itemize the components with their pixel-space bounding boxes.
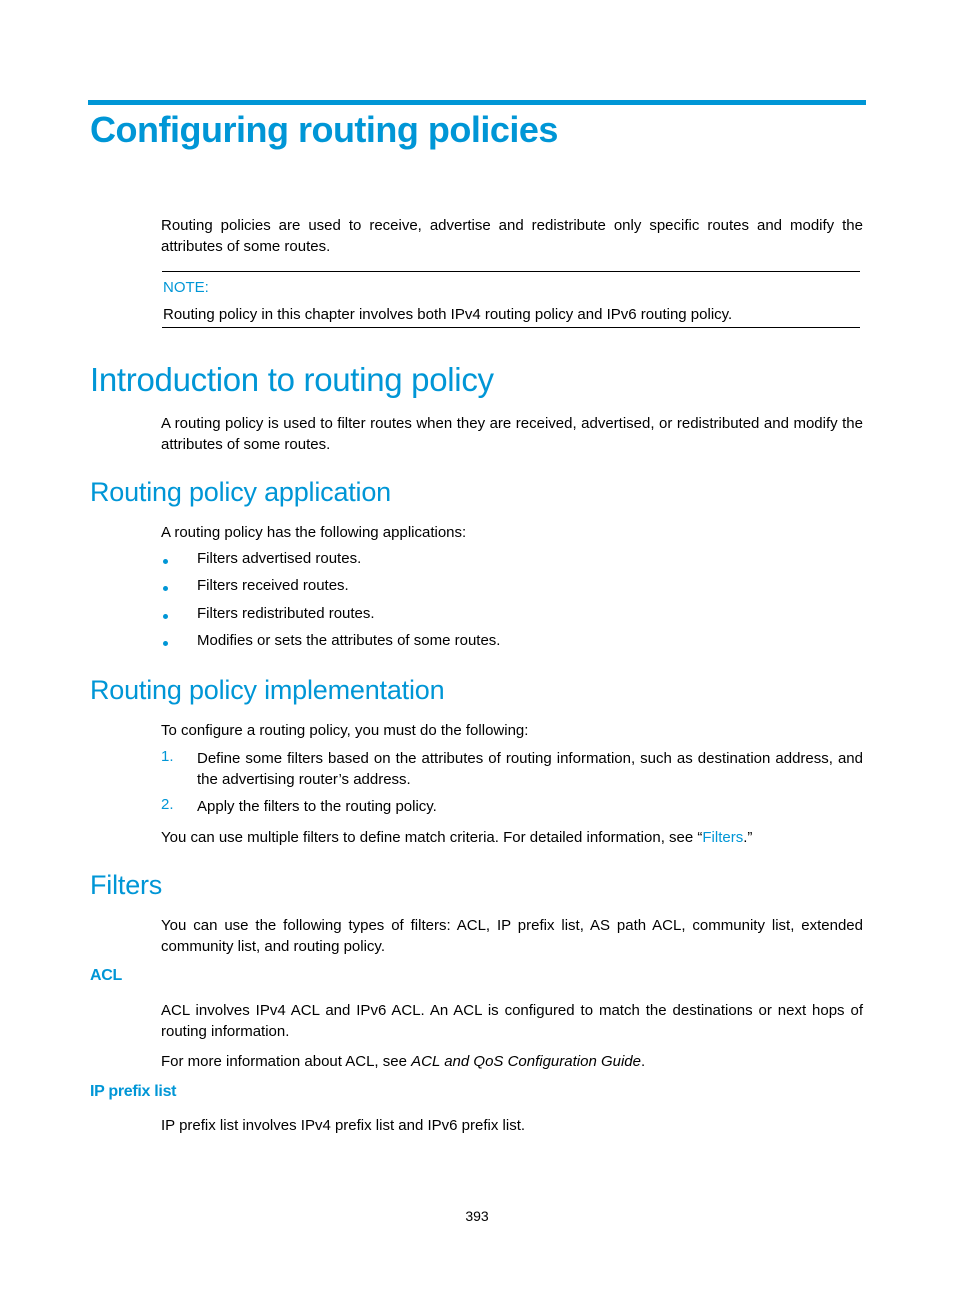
acl-paragraph: ACL involves IPv4 ACL and IPv6 ACL. An ACL is configured to match the destinations or next hops of routing information. [161, 1002, 863, 1040]
step-text: Apply the filters to the routing policy. [197, 798, 437, 815]
list-item: Filters redistributed routes. [197, 605, 375, 622]
list-item: Filters received routes. [197, 577, 349, 594]
note-text: Routing policy in this chapter involves both IPv4 routing policy and IPv6 routing policy. [163, 306, 733, 323]
subheading-ip-prefix-list: IP prefix list [90, 1083, 177, 1100]
step-number: 1. [161, 748, 174, 765]
section-heading-application: Routing policy application [90, 477, 391, 507]
implementation-lead: To configure a routing policy, you must do the following: [161, 722, 529, 739]
step-text: Define some filters based on the attributes of routing information, such as destination address, and the advertising router’s address. [197, 750, 863, 788]
implementation-more [161, 827, 752, 848]
chapter-rule [88, 100, 866, 105]
acl-more-text: For more information about ACL, see [161, 1053, 412, 1070]
section-heading-filters: Filters [90, 870, 163, 900]
acl-more [161, 1051, 645, 1072]
note-top-rule [162, 271, 860, 272]
application-lead: A routing policy has the following applications: [161, 524, 467, 541]
implementation-more-end: .” [743, 829, 753, 846]
acl-guide-reference: ACL and QoS Configuration Guide [411, 1053, 641, 1070]
bullet-icon [163, 614, 168, 619]
page-number: 393 [465, 1208, 489, 1224]
acl-more-end: . [641, 1053, 646, 1070]
filters-paragraph: You can use the following types of filters: ACL, IP prefix list, AS path ACL, community list, extended community list, and routing policy. [161, 917, 863, 955]
implementation-more-text: You can use multiple filters to define match criteria. For detailed information, see “ [161, 829, 703, 846]
list-item: Modifies or sets the attributes of some routes. [197, 632, 501, 649]
note-label: NOTE: [163, 279, 209, 296]
note-bottom-rule [162, 327, 860, 328]
subheading-acl: ACL [90, 967, 122, 984]
bullet-icon [163, 559, 168, 564]
section-heading-implementation: Routing policy implementation [90, 675, 445, 705]
section-heading-introduction: Introduction to routing policy [90, 361, 494, 398]
step-number: 2. [161, 796, 174, 813]
prefix-paragraph: IP prefix list involves IPv4 prefix list and IPv6 prefix list. [161, 1117, 526, 1134]
chapter-title: Configuring routing policies [90, 109, 558, 150]
filters-link[interactable]: Filters [702, 829, 744, 846]
bullet-icon [163, 586, 168, 591]
bullet-icon [163, 641, 168, 646]
intro-paragraph: Routing policies are used to receive, advertise and redistribute only specific routes and modify the attributes of some routes. [161, 217, 863, 255]
list-item: Filters advertised routes. [197, 550, 362, 567]
introduction-paragraph: A routing policy is used to filter routes when they are received, advertised, or redistributed and modify the attributes of some routes. [161, 415, 863, 453]
